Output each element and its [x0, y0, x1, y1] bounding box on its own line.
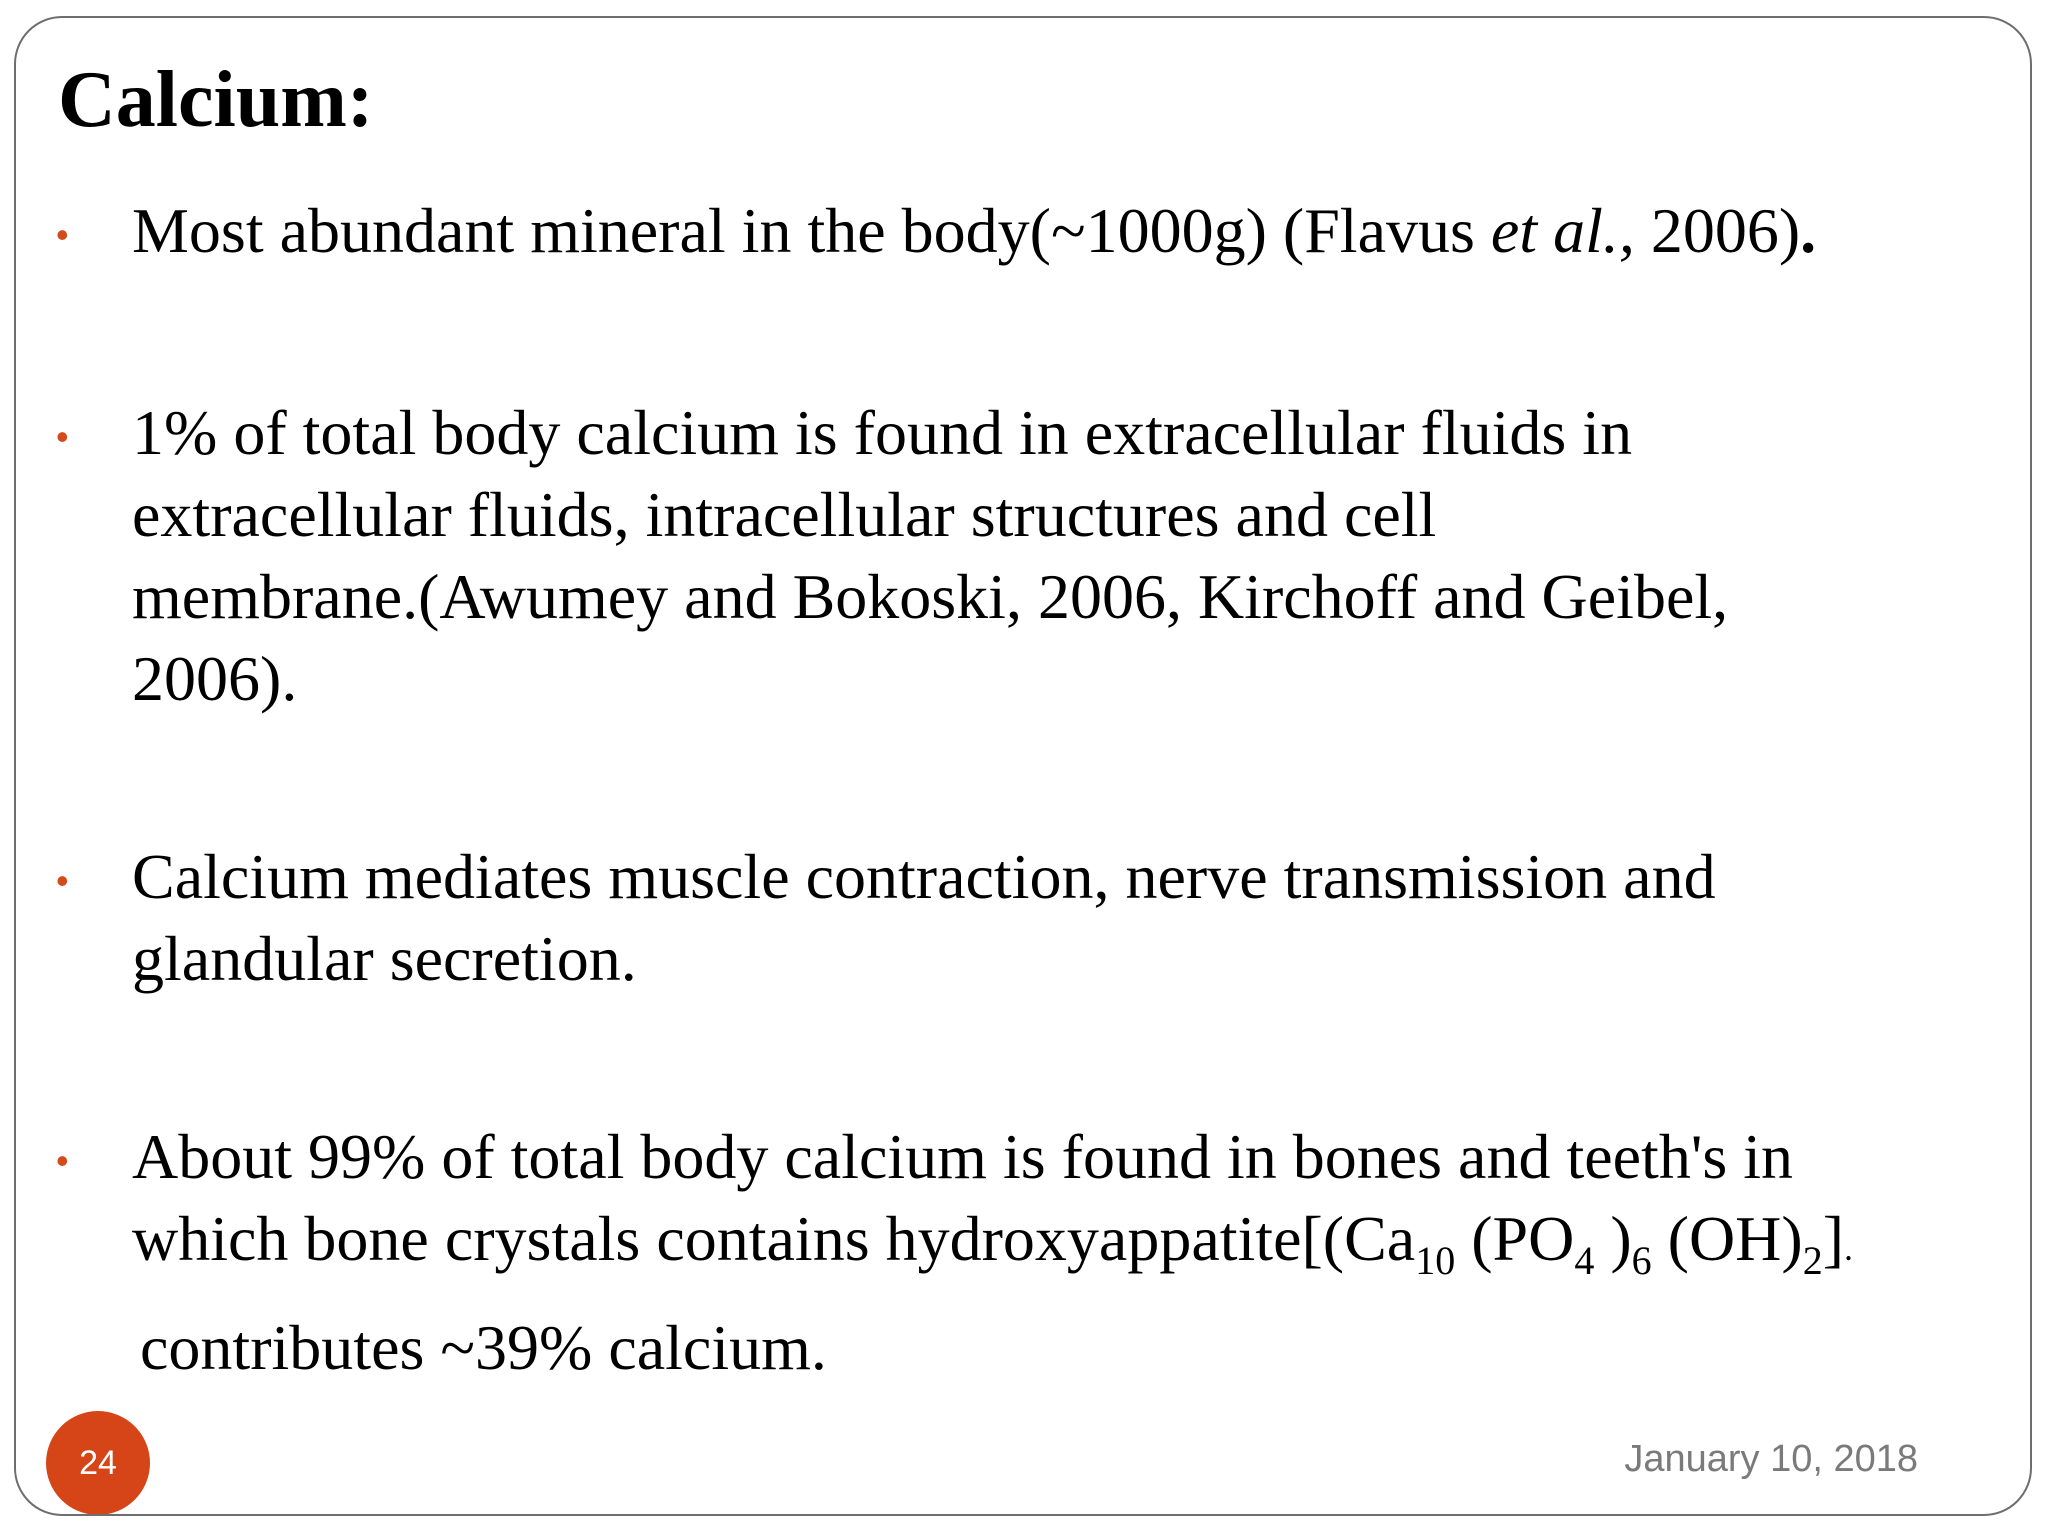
bullet-line: Calcium mediates muscle contraction, nerve transmission and	[132, 841, 1716, 912]
bullet-line: 1% of total body calcium is found in extracellular fluids in	[132, 397, 1633, 468]
bullet-line: 2006).	[132, 643, 298, 714]
bullet-text	[132, 1116, 1992, 1389]
bullet-marker: •	[56, 1140, 69, 1181]
bullet-line-text: Most abundant mineral in the body(~1000g) (Flavus	[132, 195, 1491, 266]
page-number-badge: 24	[46, 1411, 150, 1515]
bullet-line: membrane.(Awumey and Bokoski, 2006, Kirchoff and Geibel,	[132, 561, 1729, 632]
formula-part: )	[1594, 1203, 1632, 1274]
formula-prefix: which bone crystals contains hydroxyappatite[(Ca	[132, 1203, 1416, 1274]
formula-end-dot: .	[1844, 1228, 1853, 1268]
citation-italic: et al.,	[1490, 195, 1635, 266]
bullet-line: contributes ~39% calcium.	[140, 1312, 827, 1383]
subscript: 10	[1415, 1238, 1456, 1283]
bullet-marker: •	[56, 214, 69, 255]
slide-date: January 10, 2018	[1624, 1438, 1918, 1480]
formula-line	[132, 1198, 1992, 1289]
bullet-marker: •	[56, 860, 69, 901]
formula-close: ]	[1822, 1203, 1844, 1274]
formula-part: (OH)	[1651, 1203, 1803, 1274]
subscript: 4	[1574, 1238, 1595, 1283]
bullet-line: About 99% of total body calcium is found in bones and teeth's in	[132, 1121, 1794, 1192]
bullet-line: glandular secretion.	[132, 923, 637, 994]
slide-title: Calcium:	[58, 56, 374, 144]
slide	[14, 16, 2032, 1516]
bullet-line	[132, 190, 1992, 272]
sentence-end: .	[1800, 195, 1817, 266]
subscript: 2	[1802, 1238, 1823, 1283]
bullet-line: extracellular fluids, intracellular structures and cell	[132, 479, 1437, 550]
bullet-text	[132, 190, 1992, 272]
bullet-text	[132, 836, 1992, 1000]
subscript: 6	[1631, 1238, 1652, 1283]
bullet-text	[132, 392, 1992, 720]
bullet-marker: •	[56, 416, 69, 457]
formula-part: (PO	[1455, 1203, 1575, 1274]
citation-year: 2006)	[1634, 195, 1801, 266]
